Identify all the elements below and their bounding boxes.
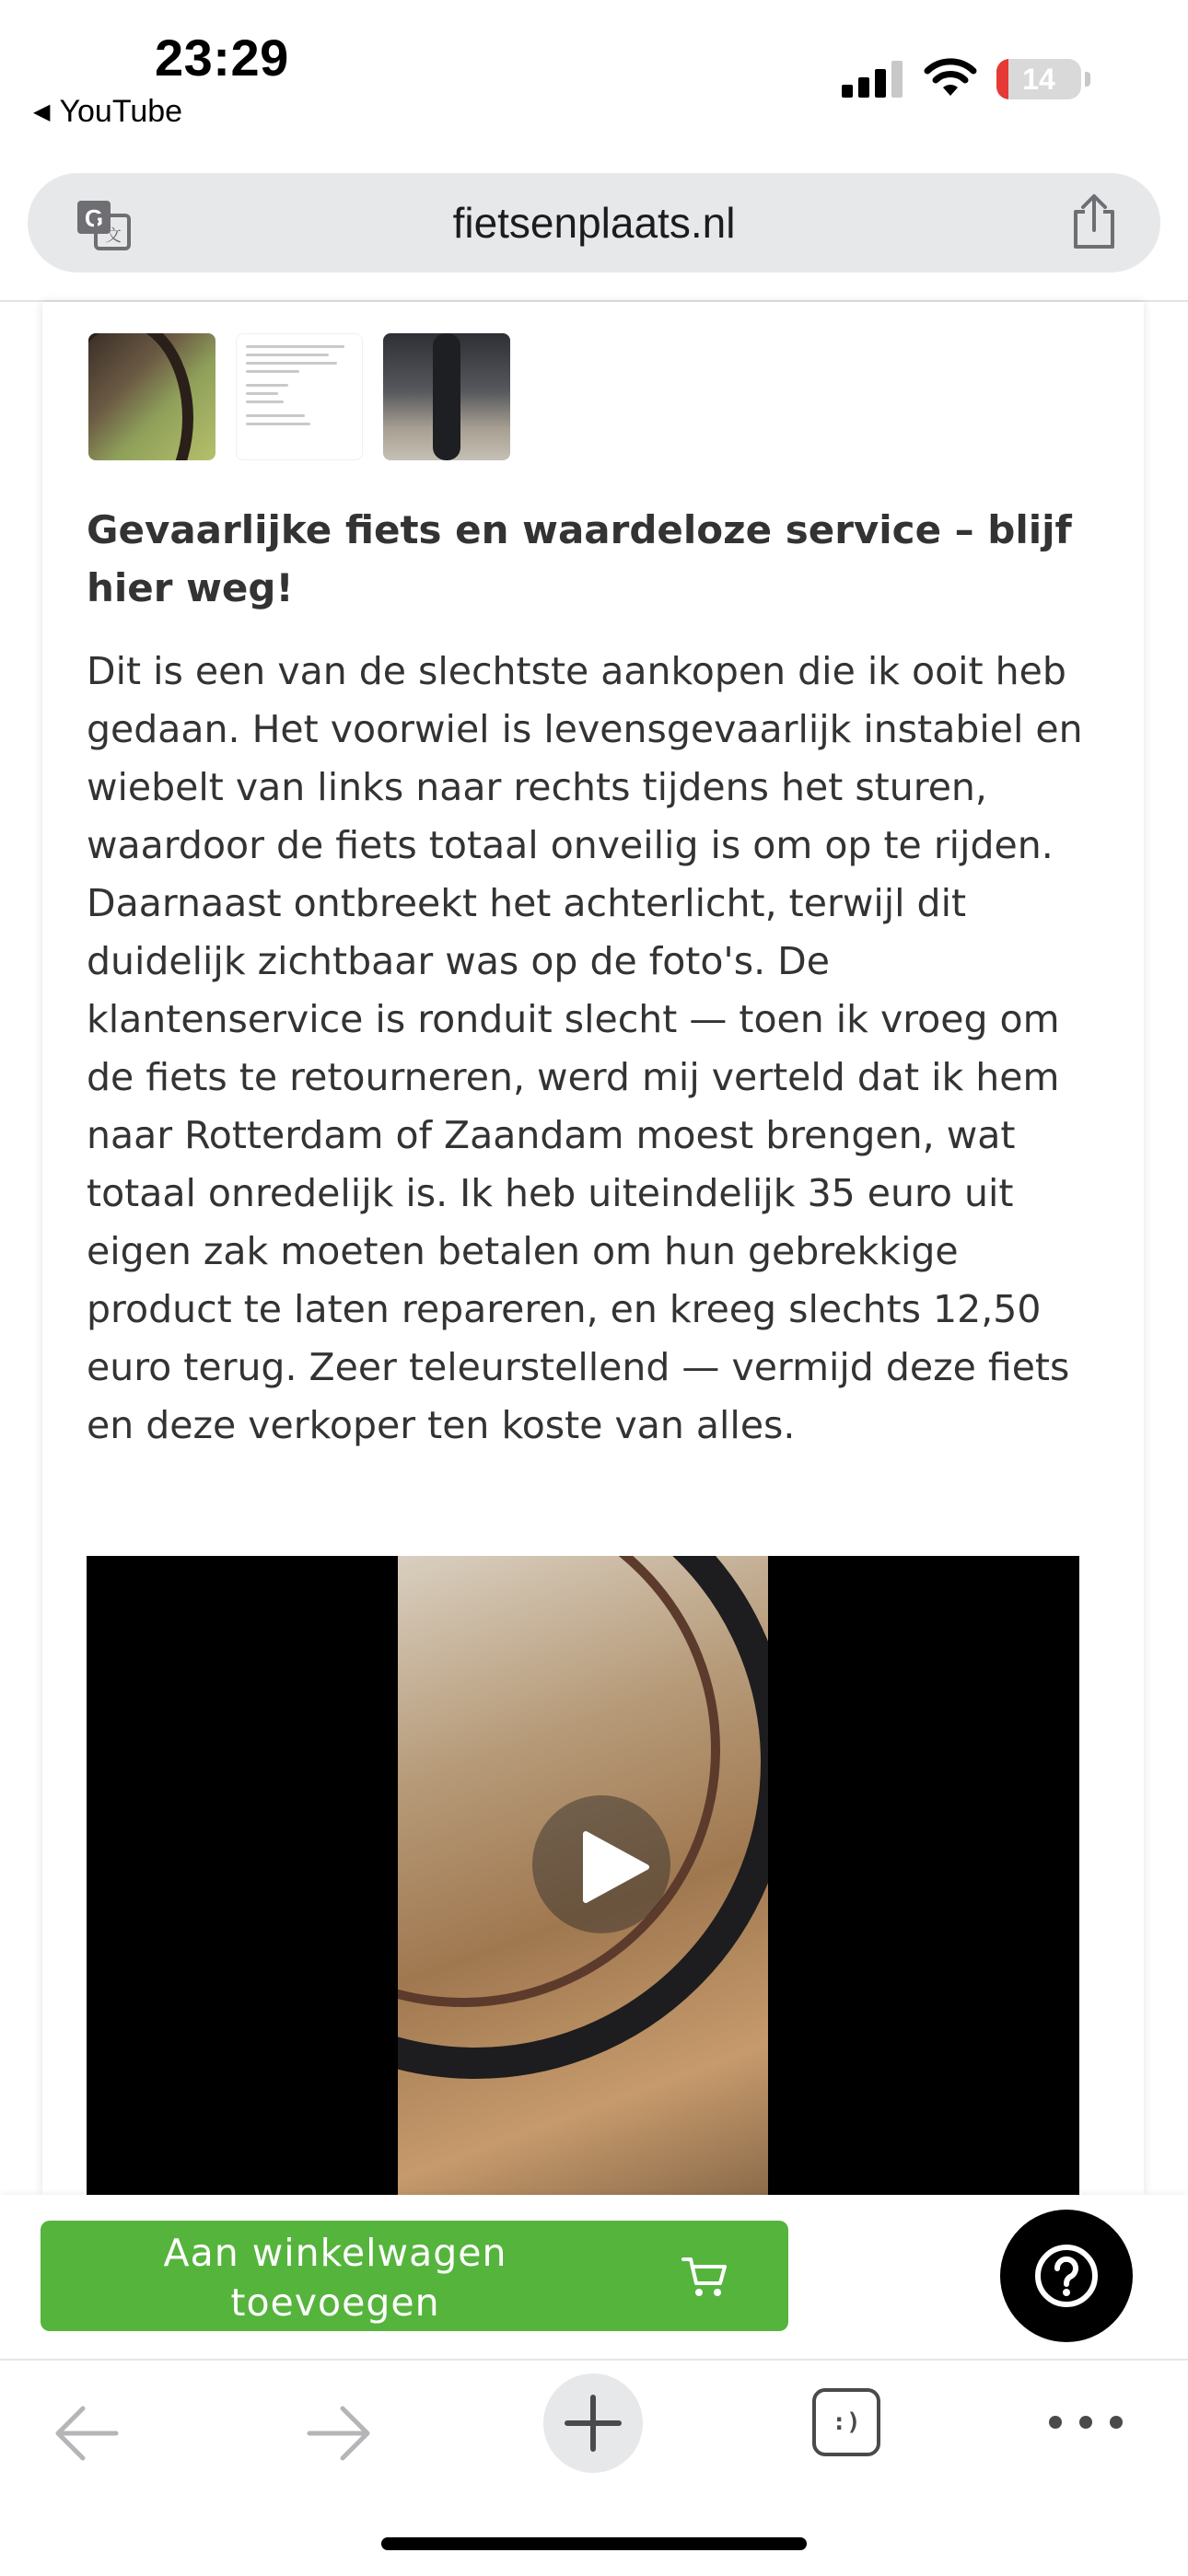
- cart-icon: [681, 2256, 728, 2298]
- battery-indicator: [996, 59, 1081, 99]
- more-menu-button[interactable]: [1044, 2407, 1127, 2438]
- battery-nub: [1085, 72, 1090, 87]
- help-icon: [1033, 2243, 1100, 2309]
- review-body: Dit is een van de slechtste aankopen die ik ooit heb gedaan. Het voorwiel is levensgevaarlijk instabiel en wiebelt van links naar rechts tijdens het sturen, waardoor de fiets totaal onveilig is om op te rijden. Daarnaast ontbreekt het achterlicht, terwijl dit duidelijk zichtbaar was op de foto's. De klantenservice is ronduit slecht — toen ik vroeg om de fiets te retourneren, werd mij verteld dat ik hem naar Rotterdam of Zaandam moest brengen, wat totaal onredelijk is. Ik heb uiteindelijk 35 euro uit eigen zak moeten betalen om hun gebrekkige product te laten repareren, en kreeg slechts 12,50 euro terug. Zeer teleurstellend — vermijd deze fiets en deze verkoper ten koste van alles.: [87, 649, 1083, 1447]
- wifi-icon: [923, 55, 978, 98]
- arrow-right-icon: [304, 2401, 374, 2466]
- new-tab-button[interactable]: [543, 2373, 643, 2473]
- play-button[interactable]: [532, 1795, 670, 1933]
- forward-button[interactable]: [304, 2401, 374, 2466]
- battery-percent: 14: [1022, 63, 1055, 96]
- sticky-cart-bar: [0, 2195, 1188, 2359]
- arrow-left-icon: [52, 2401, 122, 2466]
- review-video[interactable]: [87, 1556, 1079, 2200]
- back-to-app-link[interactable]: [33, 94, 182, 130]
- cellular-signal-icon: [842, 59, 903, 98]
- back-triangle-icon: ◀: [33, 99, 51, 124]
- svg-text:G: G: [84, 204, 104, 232]
- svg-text:文: 文: [105, 226, 122, 246]
- share-icon[interactable]: [1068, 193, 1120, 250]
- tab-switcher-button[interactable]: [812, 2388, 880, 2456]
- status-time: 23:29: [155, 29, 289, 87]
- play-icon: [577, 1830, 650, 1904]
- add-to-cart-label: Aan winkelwagen toevoegen: [163, 2231, 507, 2325]
- home-indicator: [381, 2537, 807, 2550]
- review-photo-thumbnail[interactable]: [383, 333, 510, 460]
- help-button[interactable]: [1000, 2210, 1133, 2342]
- url-text[interactable]: fietsenplaats.nl: [452, 199, 736, 247]
- back-app-label: YouTube: [59, 94, 183, 129]
- more-icon: [1044, 2407, 1127, 2438]
- review-photo-thumbnail[interactable]: [88, 333, 215, 460]
- plus-icon: [543, 2373, 643, 2473]
- review-title: Gevaarlijke fiets en waardeloze service – blijf hier weg!: [87, 507, 1072, 610]
- review-photo-list: [88, 333, 510, 460]
- add-to-cart-button[interactable]: [41, 2221, 788, 2331]
- address-bar[interactable]: [28, 173, 1160, 273]
- review-photo-thumbnail[interactable]: [236, 333, 363, 460]
- back-button[interactable]: [52, 2401, 122, 2466]
- tab-switcher-label: :): [832, 2408, 861, 2436]
